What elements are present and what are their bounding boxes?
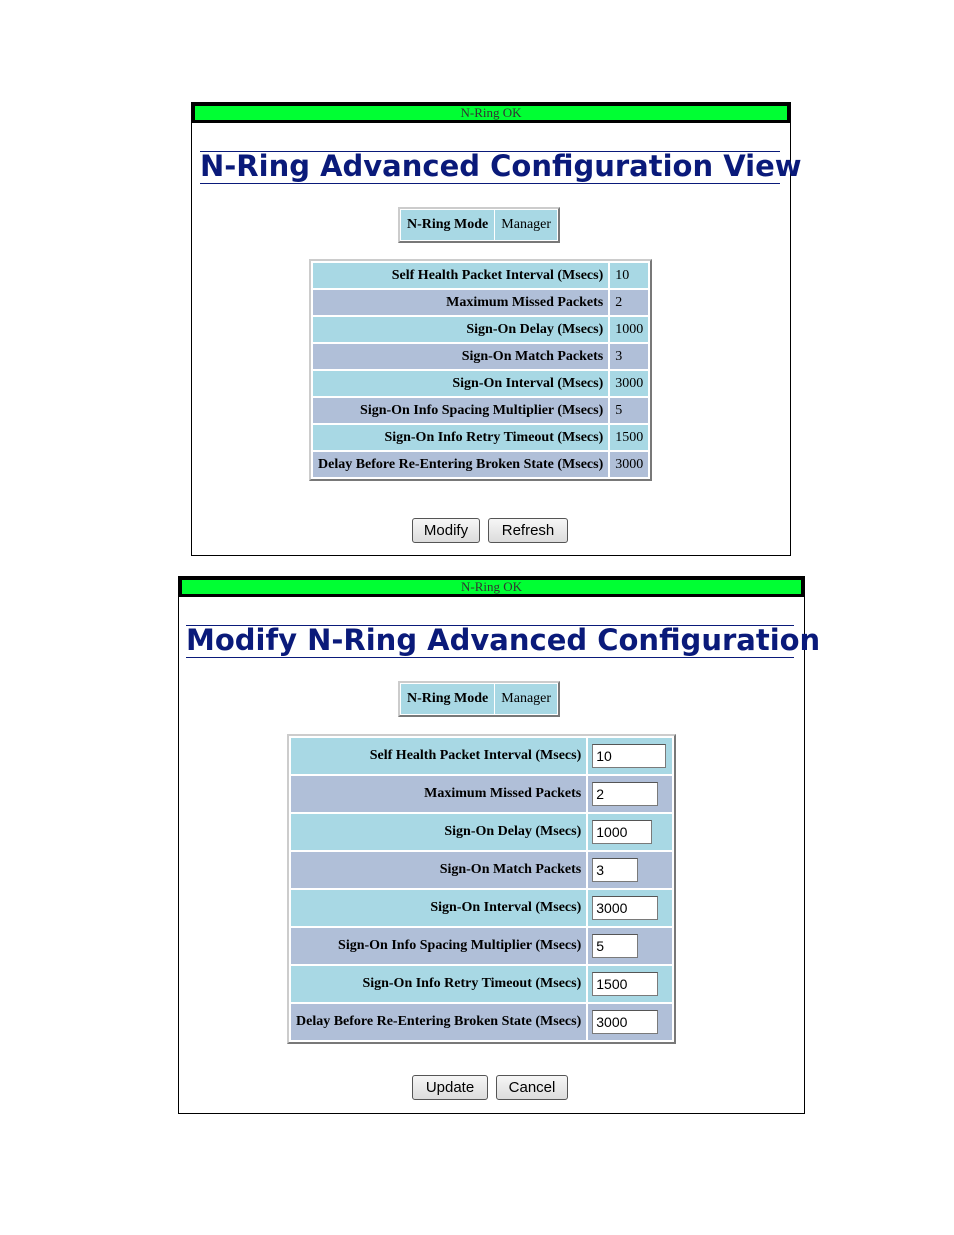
- table-row: [313, 371, 648, 396]
- advanced-config-view-panel: [191, 102, 802, 556]
- row-value: 5: [610, 398, 648, 423]
- table-row: [291, 776, 672, 812]
- row-label: Delay Before Re-Entering Broken State (Msecs): [313, 452, 608, 477]
- sign-on-retry-timeout-input[interactable]: [592, 972, 658, 996]
- config-edit-table: [287, 734, 676, 1044]
- row-label: Sign-On Match Packets: [313, 344, 608, 369]
- row-value: 1500: [610, 425, 648, 450]
- broken-state-delay-input[interactable]: [592, 1010, 658, 1034]
- table-row: [313, 317, 648, 342]
- row-label: Sign-On Delay (Msecs): [291, 814, 586, 850]
- row-label: Self Health Packet Interval (Msecs): [313, 263, 608, 288]
- table-row: [313, 344, 648, 369]
- mode-value: Manager: [495, 684, 557, 714]
- status-bar: N-Ring OK: [179, 577, 804, 597]
- row-label: Sign-On Info Retry Timeout (Msecs): [313, 425, 608, 450]
- table-row: [291, 890, 672, 926]
- table-row: [313, 263, 648, 288]
- table-row: [291, 928, 672, 964]
- row-value: 2: [610, 290, 648, 315]
- config-values-table: [309, 259, 652, 481]
- sign-on-delay-input[interactable]: [592, 820, 652, 844]
- row-label: Sign-On Interval (Msecs): [313, 371, 608, 396]
- table-row: [291, 1004, 672, 1040]
- table-row: [291, 814, 672, 850]
- cancel-button[interactable]: Cancel: [496, 1075, 568, 1100]
- row-label: Sign-On Interval (Msecs): [291, 890, 586, 926]
- modify-button[interactable]: Modify: [412, 518, 480, 543]
- mode-label: N-Ring Mode: [401, 210, 494, 240]
- mode-label: N-Ring Mode: [401, 684, 494, 714]
- sign-on-spacing-multiplier-input[interactable]: [592, 934, 638, 958]
- page-title: Modify N-Ring Advanced Configuration: [186, 623, 821, 657]
- row-value: 3000: [610, 371, 648, 396]
- status-bar: N-Ring OK: [192, 103, 790, 123]
- table-row: [313, 452, 648, 477]
- mode-value: Manager: [495, 210, 557, 240]
- row-label: Sign-On Match Packets: [291, 852, 586, 888]
- table-row: [291, 966, 672, 1002]
- row-label: Delay Before Re-Entering Broken State (Msecs): [291, 1004, 586, 1040]
- max-missed-packets-input[interactable]: [592, 782, 658, 806]
- row-label: Self Health Packet Interval (Msecs): [291, 738, 586, 774]
- sign-on-match-packets-input[interactable]: [592, 858, 638, 882]
- row-value: 1000: [610, 317, 648, 342]
- row-label: Sign-On Info Spacing Multiplier (Msecs): [291, 928, 586, 964]
- modify-advanced-config-panel: [178, 576, 821, 1114]
- row-label: Maximum Missed Packets: [291, 776, 586, 812]
- table-row: [313, 425, 648, 450]
- row-value: 3000: [610, 452, 648, 477]
- table-row: [313, 290, 648, 315]
- refresh-button[interactable]: Refresh: [488, 518, 568, 543]
- table-row: [291, 738, 672, 774]
- page-title: N-Ring Advanced Configuration View: [200, 149, 802, 183]
- update-button[interactable]: Update: [412, 1075, 488, 1100]
- mode-table: [398, 207, 560, 243]
- row-label: Sign-On Info Retry Timeout (Msecs): [291, 966, 586, 1002]
- row-label: Maximum Missed Packets: [313, 290, 608, 315]
- self-health-interval-input[interactable]: [592, 744, 666, 768]
- row-label: Sign-On Delay (Msecs): [313, 317, 608, 342]
- row-label: Sign-On Info Spacing Multiplier (Msecs): [313, 398, 608, 423]
- table-row: [291, 852, 672, 888]
- row-value: 10: [610, 263, 648, 288]
- mode-table: [398, 681, 560, 717]
- sign-on-interval-input[interactable]: [592, 896, 658, 920]
- row-value: 3: [610, 344, 648, 369]
- table-row: [313, 398, 648, 423]
